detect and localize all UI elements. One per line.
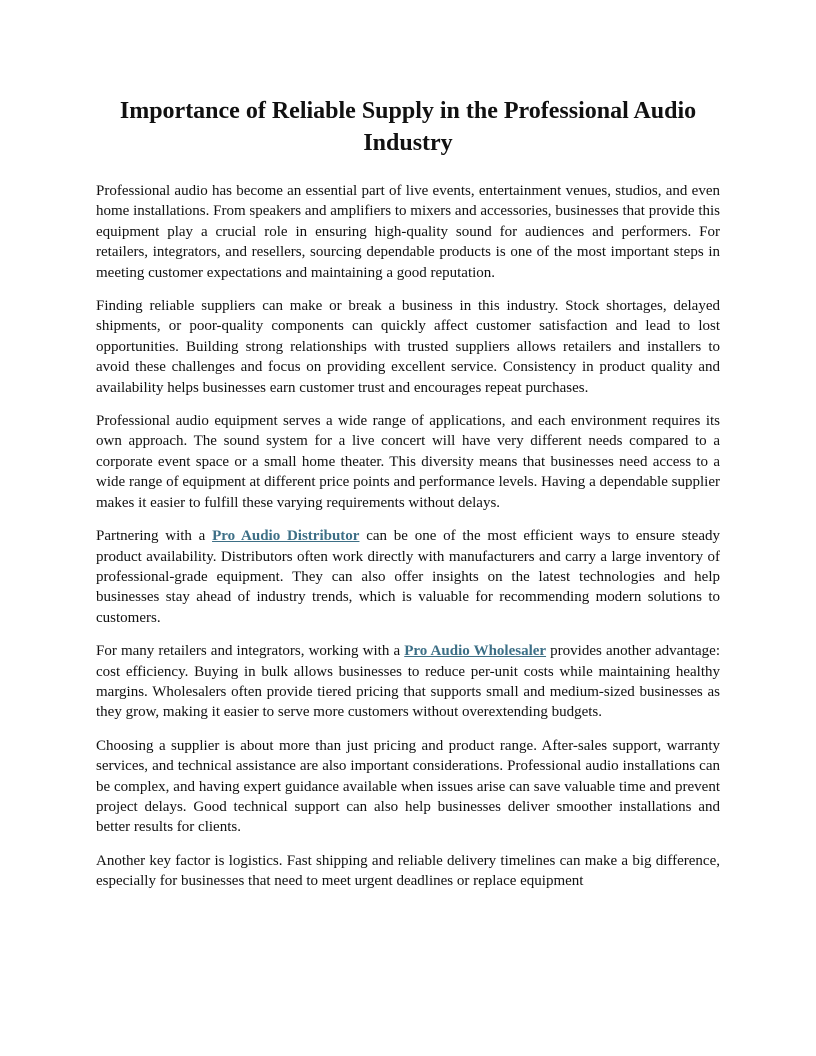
paragraph-support: Choosing a supplier is about more than just pricing and product range. After-sales support, warranty services, and technical assistance are also important considerations. Professional audio installations can be complex, and having expert guidance available when issues arise can save valuable time and prevent project delays. Good technical support can also help businesses deliver smoother installations and better results for clients. bbox=[96, 737, 720, 836]
paragraph-wholesaler-lead: For many retailers and integrators, working with a bbox=[96, 643, 405, 660]
paragraph-logistics: Another key factor is logistics. Fast shipping and reliable delivery timelines can make a big difference, especially for businesses that need to meet urgent deadlines or replace equipment bbox=[96, 852, 720, 890]
paragraph-wholesaler-body: provides another advantage: cost efficiency. Buying in bulk allows businesses to reduce per-unit costs while maintaining healthy margins. Wholesalers often provide tiered pricing that supports small and medium-sized businesses as they grow, making it easier to serve more customers without overextending budgets. bbox=[96, 643, 720, 721]
paragraph-applications: Professional audio equipment serves a wide range of applications, and each environment requires its own approach. The sound system for a live concert will have very different needs compared to a corporate event space or a small home theater. This diversity means that businesses need access to a wide range of equipment at different price points and performance levels. Having a dependable supplier makes it easier to fulfill these varying requirements without delays. bbox=[96, 413, 720, 511]
paragraph-intro: Professional audio has become an essential part of live events, entertainment venues, studios, and even home installations. From speakers and amplifiers to mixers and accessories, businesses that provide this equipment play a crucial role in ensuring high-quality sound for audiences and performers. For retailers, integrators, and resellers, sourcing dependable products is one of the most important steps in meeting customer expectations and maintaining a good reputation. bbox=[96, 183, 720, 281]
paragraph-distributor-body: can be one of the most efficient ways to ensure steady product availability. Distributors often work directly with manufacturers and carry a large inventory of professional-grade equipment. They can also offer insights on the latest technologies and help businesses stay ahead of industry trends, which is valuable for recommending modern solutions to customers. bbox=[96, 528, 720, 626]
pro-audio-wholesaler-link[interactable]: Pro Audio Wholesaler bbox=[404, 643, 547, 660]
pro-audio-distributor-link[interactable]: Pro Audio Distributor bbox=[212, 528, 360, 545]
paragraph-distributor-lead: Partnering with a bbox=[96, 528, 213, 545]
paragraph-distributor bbox=[96, 526, 720, 628]
paragraph-reliable-suppliers: Finding reliable suppliers can make or break a business in this industry. Stock shortages, delayed shipments, or poor-quality components can quickly affect customer satisfaction and lead to lost opportunities. Building strong relationships with trusted suppliers allows retailers and installers to avoid these challenges and focus on providing excellent service. Consistency in product quality and availability helps businesses earn customer trust and encourages repeat purchases. bbox=[96, 298, 720, 396]
paragraph-wholesaler bbox=[96, 641, 720, 723]
document-title: Importance of Reliable Supply in the Professional Audio Industry bbox=[119, 98, 697, 156]
